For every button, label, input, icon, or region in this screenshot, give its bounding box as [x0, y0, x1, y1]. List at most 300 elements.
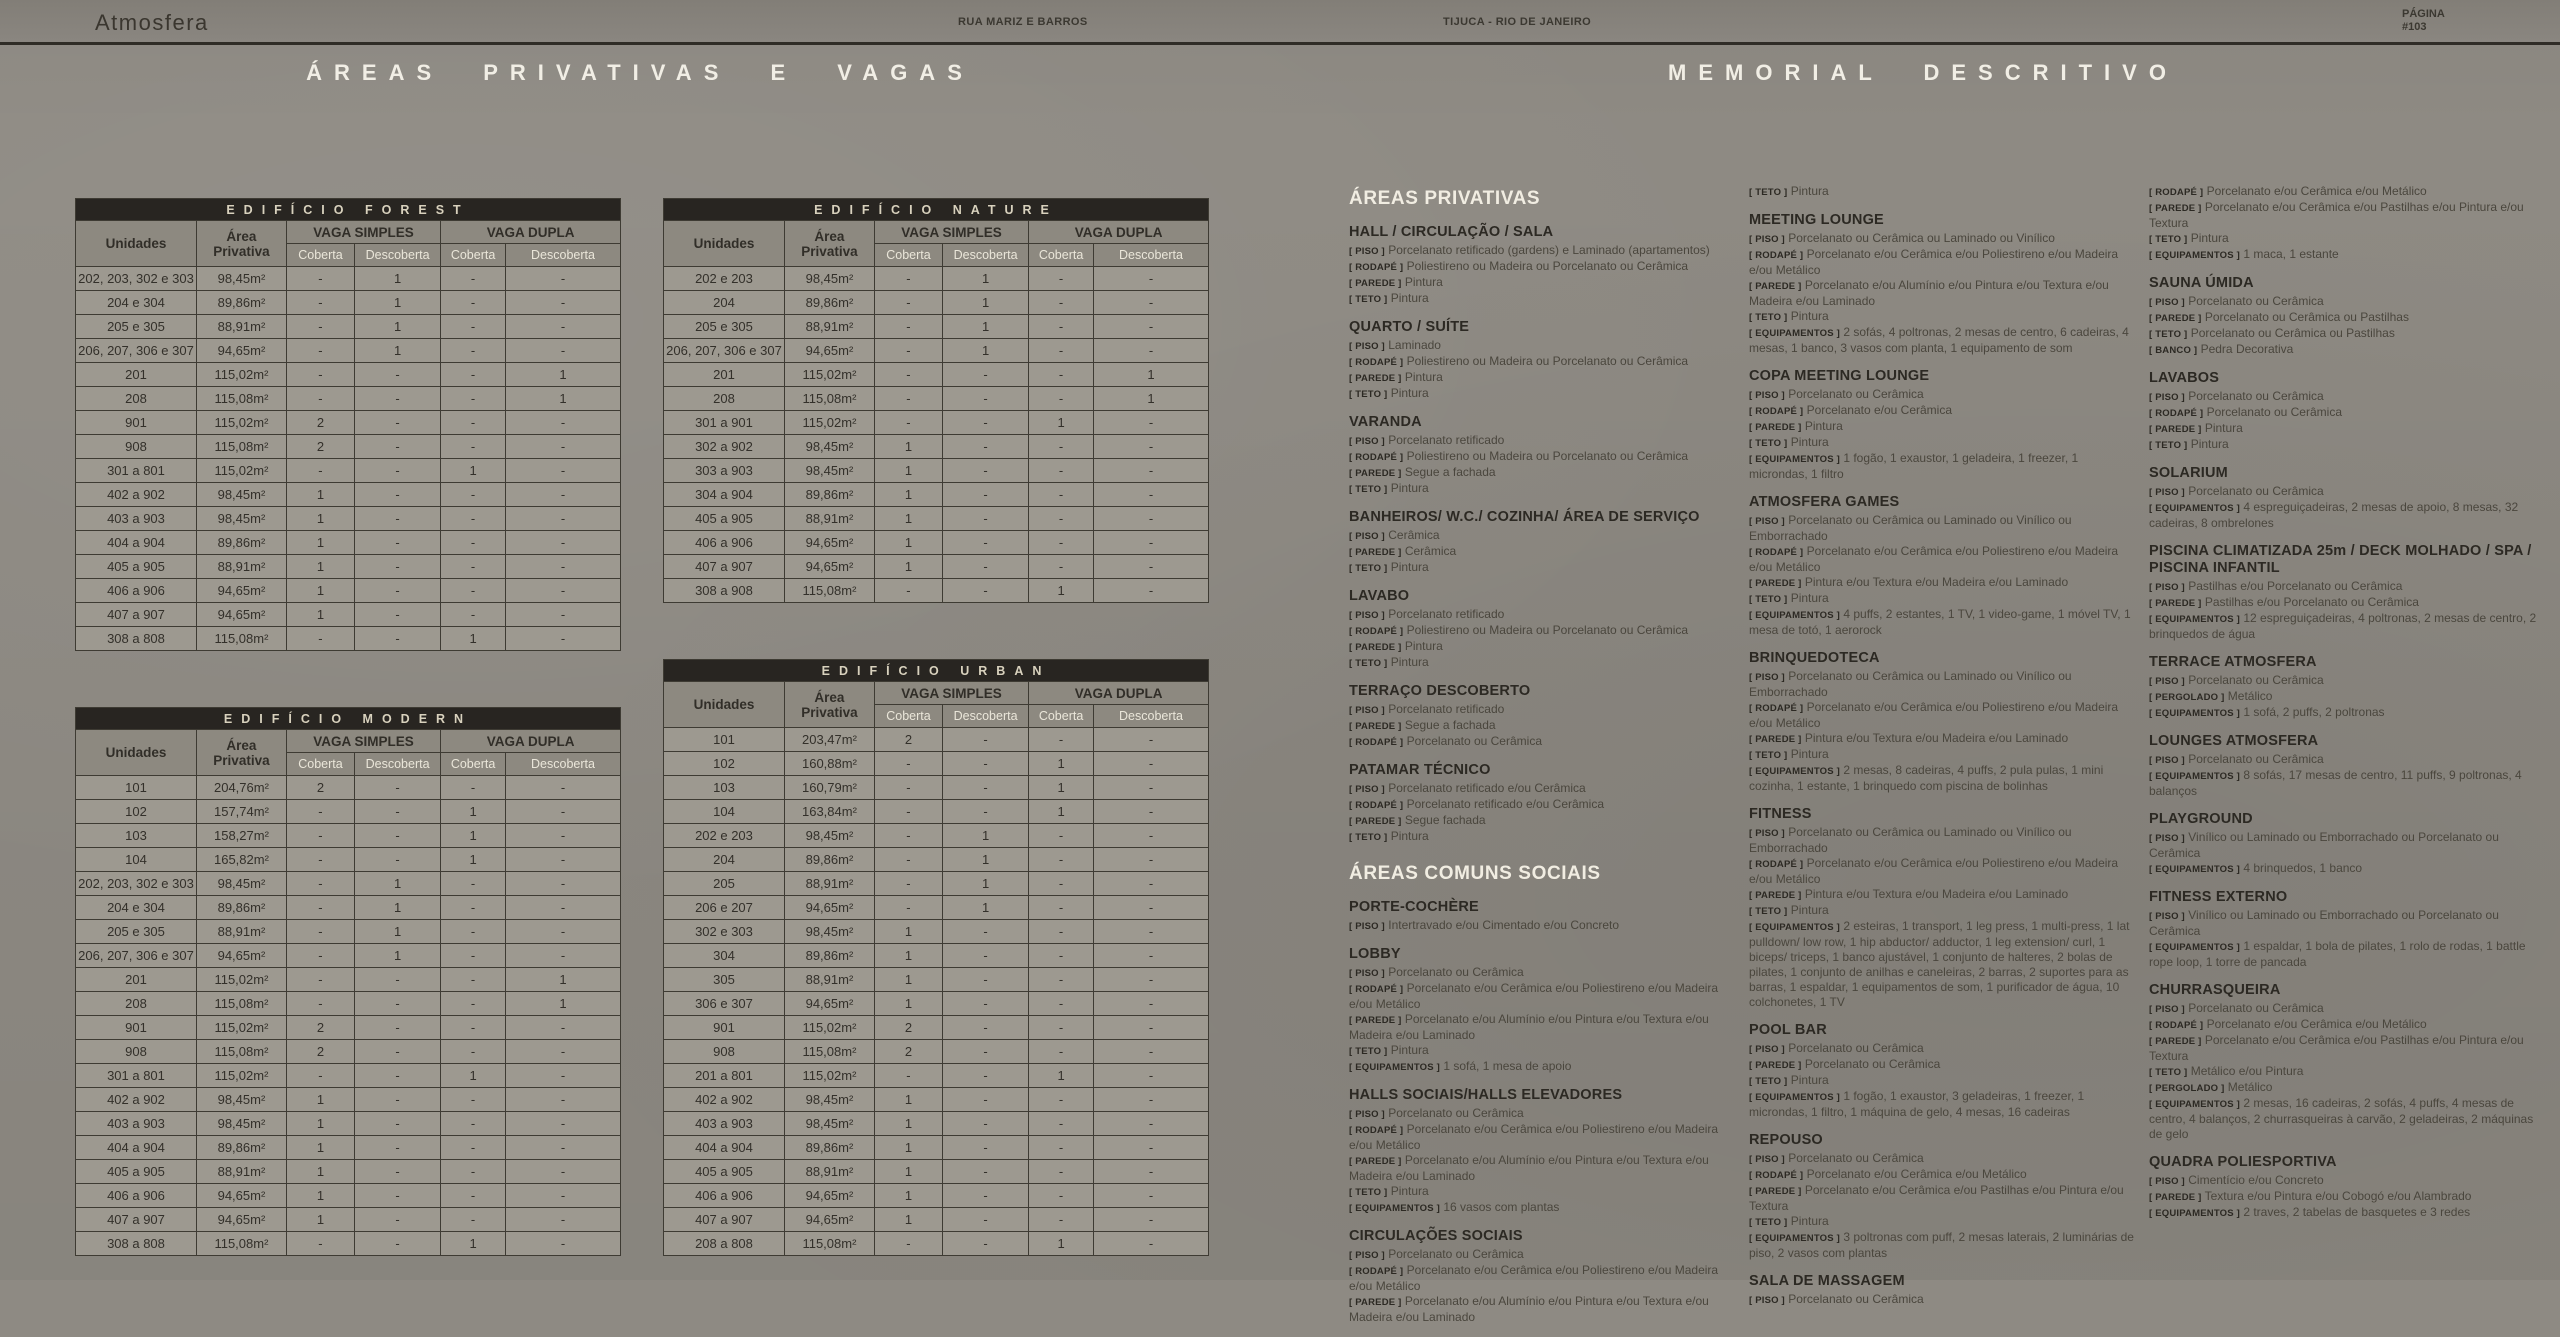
- table-cell: 1: [355, 315, 441, 339]
- col-header-vaga-dupla: VAGA DUPLA: [1029, 682, 1209, 705]
- table-cell: 115,02m²: [196, 459, 286, 483]
- table-cell: -: [943, 483, 1029, 507]
- spec-line: [ PISO ] Porcelanato ou Cerâmica ou Laminado ou Vinílico ou Emborrachado: [1749, 669, 2072, 699]
- spec-label: [ TETO ]: [1349, 832, 1388, 843]
- spec-label: [ PISO ]: [1749, 516, 1785, 527]
- table-cell: 1: [505, 363, 620, 387]
- memorial-item-title: LOUNGES ATMOSFERA: [2149, 733, 2319, 749]
- spec-label: [ EQUIPAMENTOS ]: [1749, 1233, 1840, 1244]
- spec-label: [ RODAPÉ ]: [1349, 737, 1404, 748]
- memorial-item: [1749, 650, 2138, 794]
- table-cell: -: [505, 315, 620, 339]
- memorial-item: [2149, 543, 2538, 642]
- table-cell: -: [505, 920, 620, 944]
- table-cell: 94,65m²: [196, 339, 286, 363]
- spec-label: [ TETO ]: [1349, 563, 1388, 574]
- table-cell: -: [505, 411, 620, 435]
- spec-line: [ PAREDE ] Segue a fachada: [1349, 465, 1496, 479]
- table-cell: -: [355, 363, 441, 387]
- spec-line: [ RODAPÉ ] Porcelanato e/ou Cerâmica e/ou Poliestireno e/ou Madeira e/ou Metálico: [1749, 544, 2119, 574]
- table-cell: -: [874, 824, 942, 848]
- spec-label: [ PISO ]: [2149, 582, 2185, 593]
- table-cell: -: [355, 459, 441, 483]
- table-cell: 1: [1029, 579, 1094, 603]
- table-cell: -: [943, 459, 1029, 483]
- spec-line: [ RODAPÉ ] Porcelanato e/ou Cerâmica e/ou Poliestireno e/ou Madeira e/ou Metálico: [1749, 700, 2119, 730]
- table-cell: 203,47m²: [784, 728, 874, 752]
- table-cell: 908: [76, 435, 197, 459]
- table-cell: 98,45m²: [784, 920, 874, 944]
- table-cell: -: [355, 579, 441, 603]
- spec-label: [ TETO ]: [1749, 187, 1788, 198]
- spec-line: [ PISO ] Porcelanato retificado (gardens) e Laminado (apartamentos): [1349, 243, 1710, 257]
- table-cell: 1: [943, 824, 1029, 848]
- spec-label: [ PAREDE ]: [1349, 1156, 1402, 1167]
- table-row: [76, 1160, 621, 1184]
- table-cell: 115,08m²: [196, 387, 286, 411]
- table-cell: 201: [76, 363, 197, 387]
- table-cell: -: [286, 315, 354, 339]
- table-cell: -: [505, 1160, 620, 1184]
- table-cell: 407 a 907: [76, 603, 197, 627]
- memorial-item-title: REPOUSO: [1749, 1132, 1823, 1148]
- spec-line: [ PISO ] Porcelanato retificado e/ou Cerâmica: [1349, 781, 1586, 795]
- table-row: [664, 1040, 1209, 1064]
- table-row: [76, 800, 621, 824]
- col-header-vaga-dupla: VAGA DUPLA: [441, 221, 621, 244]
- table-row: [664, 920, 1209, 944]
- table-cell: 208: [76, 387, 197, 411]
- memorial-item-title: MEETING LOUNGE: [1749, 212, 1884, 228]
- table-cell: -: [355, 800, 441, 824]
- spec-line: [ PAREDE ] Pintura: [1349, 275, 1443, 289]
- spec-line: [ TETO ] Pintura: [2149, 437, 2229, 451]
- table-cell: -: [355, 531, 441, 555]
- table-cell: -: [1093, 435, 1208, 459]
- spec-line: [ PISO ] Porcelanato ou Cerâmica ou Laminado ou Vinílico ou Emborrachado: [1749, 513, 2072, 543]
- spec-line: [ TETO ] Pintura: [1749, 747, 1829, 761]
- table-cell: 405 a 905: [76, 1160, 197, 1184]
- spec-label: [ PAREDE ]: [1749, 281, 1802, 292]
- table-cell: 89,86m²: [196, 896, 286, 920]
- building-table: [663, 198, 1209, 603]
- table-cell: -: [505, 944, 620, 968]
- memorial-item: [1749, 184, 2138, 200]
- table-row: [664, 968, 1209, 992]
- spec-label: [ TETO ]: [1349, 294, 1388, 305]
- spec-line: [ PERGOLADO ] Metálico: [2149, 1080, 2273, 1094]
- subcol-descoberta-dupla: Descoberta: [1093, 705, 1208, 728]
- page-title-memorial-descritivo: MEMORIAL DESCRITIVO: [1668, 60, 2178, 85]
- spec-label: [ PISO ]: [1349, 246, 1385, 257]
- table-cell: -: [1093, 1016, 1208, 1040]
- table-cell: 402 a 902: [76, 1088, 197, 1112]
- spec-label: [ PAREDE ]: [1349, 468, 1402, 479]
- spec-label: [ PISO ]: [2149, 487, 2185, 498]
- spec-label: [ PAREDE ]: [1349, 1297, 1402, 1308]
- spec-line: [ RODAPÉ ] Porcelanato e/ou Cerâmica e/ou Poliestireno e/ou Madeira e/ou Metálico: [1749, 247, 2119, 277]
- table-cell: -: [1093, 507, 1208, 531]
- table-cell: 1: [1029, 776, 1094, 800]
- col-header-area-privativa: Área Privativa: [196, 221, 286, 267]
- table-cell: 1: [286, 483, 354, 507]
- spec-label: [ PAREDE ]: [1349, 278, 1402, 289]
- table-cell: -: [1093, 267, 1208, 291]
- table-cell: 2: [286, 435, 354, 459]
- spec-line: [ RODAPÉ ] Porcelanato retificado e/ou Cerâmica: [1349, 797, 1605, 811]
- spec-label: [ PISO ]: [2149, 755, 2185, 766]
- table-cell: 94,65m²: [784, 531, 874, 555]
- spec-label: [ RODAPÉ ]: [1349, 452, 1404, 463]
- memorial-item-title: LAVABO: [1349, 588, 1410, 604]
- table-cell: -: [286, 267, 354, 291]
- table-cell: -: [355, 411, 441, 435]
- spec-line: [ EQUIPAMENTOS ] 8 sofás, 17 mesas de centro, 11 puffs, 9 poltronas, 4 balanços: [2149, 768, 2522, 798]
- table-cell: -: [441, 291, 506, 315]
- spec-line: [ TETO ] Pintura: [1349, 481, 1429, 495]
- spec-line: [ PAREDE ] Porcelanato ou Cerâmica: [1749, 1057, 1941, 1071]
- table-cell: 158,27m²: [196, 824, 286, 848]
- table-row: [664, 1136, 1209, 1160]
- table-row: [76, 1016, 621, 1040]
- building-table: [75, 198, 621, 651]
- spec-line: [ PISO ] Laminado: [1349, 338, 1441, 352]
- memorial-item: [1349, 414, 1738, 497]
- table-cell: -: [1093, 1184, 1208, 1208]
- table-cell: 89,86m²: [196, 531, 286, 555]
- table-cell: 1: [441, 824, 506, 848]
- table-cell: -: [286, 1064, 354, 1088]
- table-cell: 94,65m²: [784, 1184, 874, 1208]
- table-cell: 88,91m²: [784, 968, 874, 992]
- memorial-item-title: PORTE-COCHÈRE: [1349, 899, 1479, 915]
- table-cell: -: [441, 1160, 506, 1184]
- table-cell: -: [441, 555, 506, 579]
- spec-line: [ TETO ] Pintura: [1749, 435, 1829, 449]
- memorial-item: [1349, 1087, 1738, 1216]
- table-cell: -: [505, 1088, 620, 1112]
- spec-label: [ PAREDE ]: [2149, 598, 2202, 609]
- spec-line: [ PAREDE ] Pintura: [1749, 419, 1843, 433]
- table-row: [76, 1184, 621, 1208]
- table-row: [664, 459, 1209, 483]
- table-cell: 205 e 305: [76, 315, 197, 339]
- brand-logo: Atmosfera: [95, 10, 209, 35]
- table-cell: 908: [664, 1040, 785, 1064]
- table-cell: -: [441, 1184, 506, 1208]
- table-cell: -: [874, 291, 942, 315]
- spec-label: [ RODAPÉ ]: [1749, 406, 1804, 417]
- spec-label: [ RODAPÉ ]: [1749, 1170, 1804, 1181]
- spec-line: [ TETO ] Metálico e/ou Pintura: [2149, 1064, 2304, 1078]
- table-cell: -: [355, 1112, 441, 1136]
- table-cell: -: [286, 968, 354, 992]
- table-cell: 403 a 903: [664, 1112, 785, 1136]
- table-cell: 1: [1029, 1064, 1094, 1088]
- table-cell: -: [943, 531, 1029, 555]
- spec-label: [ TETO ]: [1749, 594, 1788, 605]
- table-cell: -: [874, 848, 942, 872]
- subcol-descoberta-simples: Descoberta: [943, 244, 1029, 267]
- table-row: [76, 267, 621, 291]
- spec-label: [ PAREDE ]: [1349, 547, 1402, 558]
- spec-label: [ EQUIPAMENTOS ]: [2149, 503, 2240, 514]
- memorial-item: [1749, 212, 2138, 356]
- table-cell: -: [286, 339, 354, 363]
- table-cell: 2: [286, 1040, 354, 1064]
- table-cell: 201: [664, 363, 785, 387]
- table-row: [664, 752, 1209, 776]
- table-cell: 1: [505, 387, 620, 411]
- table-cell: -: [505, 627, 620, 651]
- table-cell: 406 a 906: [664, 1184, 785, 1208]
- memorial-item: [2149, 1154, 2538, 1221]
- table-row: [664, 579, 1209, 603]
- table-cell: -: [441, 1112, 506, 1136]
- table-cell: 1: [874, 944, 942, 968]
- spec-label: [ PAREDE ]: [1749, 578, 1802, 589]
- spec-label: [ TETO ]: [1749, 1217, 1788, 1228]
- spec-line: [ RODAPÉ ] Porcelanato e/ou Cerâmica e/ou Poliestireno e/ou Madeira e/ou Metálico: [1349, 981, 1719, 1011]
- table-cell: 88,91m²: [784, 507, 874, 531]
- spec-label: [ PAREDE ]: [1749, 1186, 1802, 1197]
- table-cell: 115,02m²: [196, 363, 286, 387]
- spec-label: [ PERGOLADO ]: [2149, 1083, 2225, 1094]
- spec-label: [ PAREDE ]: [2149, 203, 2202, 214]
- memorial-item: [2149, 275, 2538, 358]
- table-row: [76, 944, 621, 968]
- table-cell: -: [1093, 992, 1208, 1016]
- page-title-areas-privativas: ÁREAS PRIVATIVAS E VAGAS: [306, 60, 974, 85]
- table-cell: 1: [441, 459, 506, 483]
- table-cell: 1: [1029, 752, 1094, 776]
- spec-line: [ EQUIPAMENTOS ] 2 traves, 2 tabelas de basquetes e 3 redes: [2149, 1205, 2471, 1219]
- page-number-block: [2402, 8, 2445, 34]
- table-cell: -: [355, 1136, 441, 1160]
- table-cell: 89,86m²: [196, 1136, 286, 1160]
- table-cell: -: [943, 579, 1029, 603]
- spec-line: [ TETO ] Pintura: [1749, 1214, 1829, 1228]
- table-cell: -: [1093, 1136, 1208, 1160]
- table-cell: -: [505, 483, 620, 507]
- table-row: [76, 992, 621, 1016]
- table-cell: 1: [441, 848, 506, 872]
- table-cell: -: [1029, 459, 1094, 483]
- table-cell: 1: [286, 555, 354, 579]
- subcol-descoberta-simples: Descoberta: [355, 244, 441, 267]
- spec-line: [ EQUIPAMENTOS ] 3 poltronas com puff, 2 mesas laterais, 2 luminárias de piso, 2 vasos com plantas: [1749, 1230, 2134, 1260]
- table-cell: 901: [664, 1016, 785, 1040]
- spec-line: [ PISO ] Porcelanato ou Cerâmica: [1749, 1151, 1924, 1165]
- table-cell: 407 a 907: [664, 1208, 785, 1232]
- spec-line: [ TETO ] Pintura: [1349, 560, 1429, 574]
- col-header-area-privativa: Área Privativa: [196, 730, 286, 776]
- table-cell: 1: [874, 1160, 942, 1184]
- table-cell: -: [1093, 752, 1208, 776]
- table-cell: 98,45m²: [784, 459, 874, 483]
- spec-label: [ RODAPÉ ]: [2149, 187, 2204, 198]
- table-cell: -: [355, 776, 441, 800]
- spec-label: [ RODAPÉ ]: [2149, 408, 2204, 419]
- table-cell: 98,45m²: [784, 267, 874, 291]
- memorial-item-title: HALL / CIRCULAÇÃO / SALA: [1349, 224, 1554, 240]
- table-row: [76, 603, 621, 627]
- table-cell: -: [1029, 944, 1094, 968]
- spec-line: [ RODAPÉ ] Porcelanato e/ou Cerâmica e/ou Metálico: [2149, 184, 2427, 198]
- spec-label: [ PAREDE ]: [2149, 424, 2202, 435]
- table-cell: 1: [1029, 411, 1094, 435]
- table-cell: 102: [76, 800, 197, 824]
- memorial-item-title: PLAYGROUND: [2149, 811, 2253, 827]
- table-cell: -: [874, 315, 942, 339]
- table-cell: 1: [286, 1112, 354, 1136]
- table-cell: 165,82m²: [196, 848, 286, 872]
- table-cell: -: [1093, 872, 1208, 896]
- spec-label: [ PISO ]: [2149, 833, 2185, 844]
- table-cell: -: [943, 968, 1029, 992]
- table-cell: 89,86m²: [784, 1136, 874, 1160]
- table-cell: 1: [286, 1184, 354, 1208]
- subcol-coberta-simples: Coberta: [286, 753, 354, 776]
- memorial-item-title: PISCINA CLIMATIZADA 25m / DECK MOLHADO / SPA / PISCINA INFANTIL: [2149, 543, 2532, 576]
- memorial-item-title: SAUNA ÚMIDA: [2149, 275, 2254, 291]
- spec-line: [ PAREDE ] Pintura: [1349, 370, 1443, 384]
- table-cell: -: [874, 1232, 942, 1256]
- table-cell: -: [441, 267, 506, 291]
- spec-label: [ PAREDE ]: [1349, 816, 1402, 827]
- spec-label: [ PAREDE ]: [1349, 642, 1402, 653]
- table-cell: -: [286, 387, 354, 411]
- spec-line: [ EQUIPAMENTOS ] 1 sofá, 1 mesa de apoio: [1349, 1059, 1572, 1073]
- spec-line: [ PISO ] Cimentício e/ou Concreto: [2149, 1173, 2324, 1187]
- table-cell: 405 a 905: [664, 507, 785, 531]
- table-cell: -: [1029, 291, 1094, 315]
- table-cell: 1: [874, 483, 942, 507]
- spec-label: [ TETO ]: [1349, 658, 1388, 669]
- spec-label: [ RODAPÉ ]: [1349, 626, 1404, 637]
- memorial-item: [1349, 899, 1738, 934]
- spec-label: [ RODAPÉ ]: [1349, 357, 1404, 368]
- table-cell: 98,45m²: [196, 483, 286, 507]
- page-number: #103: [2402, 21, 2427, 33]
- table-title: EDIFÍCIO MODERN: [76, 708, 621, 730]
- table-cell: 1: [943, 315, 1029, 339]
- table-cell: 94,65m²: [784, 555, 874, 579]
- table-row: [664, 1184, 1209, 1208]
- spec-line: [ PISO ] Porcelanato ou Cerâmica: [2149, 673, 2324, 687]
- table-cell: -: [441, 1040, 506, 1064]
- table-cell: 1: [286, 1208, 354, 1232]
- spec-label: [ PISO ]: [2149, 676, 2185, 687]
- table-cell: 406 a 906: [76, 1184, 197, 1208]
- table-cell: 1: [286, 1160, 354, 1184]
- table-cell: -: [505, 267, 620, 291]
- spec-line: [ PAREDE ] Textura e/ou Pintura e/ou Cobogó e/ou Alambrado: [2149, 1189, 2472, 1203]
- table-cell: 115,08m²: [196, 992, 286, 1016]
- table-cell: 1: [874, 1184, 942, 1208]
- table-row: [664, 1112, 1209, 1136]
- memorial-item-title: COPA MEETING LOUNGE: [1749, 368, 1930, 384]
- table-cell: -: [355, 824, 441, 848]
- spec-line: [ EQUIPAMENTOS ] 1 maca, 1 estante: [2149, 247, 2339, 261]
- table-cell: 301 a 901: [664, 411, 785, 435]
- table-cell: -: [505, 1040, 620, 1064]
- memorial-item: [1749, 1273, 2138, 1308]
- table-cell: 206, 207, 306 e 307: [76, 339, 197, 363]
- table-cell: -: [355, 968, 441, 992]
- spec-line: [ TETO ] Pintura: [1349, 1184, 1429, 1198]
- table-row: [664, 896, 1209, 920]
- table-row: [664, 1208, 1209, 1232]
- spec-line: [ RODAPÉ ] Porcelanato e/ou Cerâmica e/ou Poliestireno e/ou Madeira e/ou Metálico: [1349, 1263, 1719, 1293]
- table-cell: -: [505, 1232, 620, 1256]
- spec-label: [ PISO ]: [1749, 1044, 1785, 1055]
- table-cell: 1: [943, 267, 1029, 291]
- table-cell: -: [505, 507, 620, 531]
- table-cell: 157,74m²: [196, 800, 286, 824]
- table-cell: -: [874, 387, 942, 411]
- table-cell: -: [1093, 1064, 1208, 1088]
- table-cell: 88,91m²: [196, 315, 286, 339]
- table-cell: 115,08m²: [196, 1040, 286, 1064]
- table-cell: 305: [664, 968, 785, 992]
- table-cell: 204: [664, 291, 785, 315]
- table-cell: -: [1029, 339, 1094, 363]
- spec-line: [ PAREDE ] Cerâmica: [1349, 544, 1457, 558]
- spec-line: [ TETO ] Pintura: [1749, 903, 1829, 917]
- page-header: [0, 0, 2560, 45]
- spec-line: [ PAREDE ] Pintura e/ou Textura e/ou Madeira e/ou Laminado: [1749, 731, 2069, 745]
- table-cell: 115,02m²: [784, 363, 874, 387]
- col-header-unidades: Unidades: [76, 221, 197, 267]
- table-cell: -: [1029, 363, 1094, 387]
- table-cell: -: [943, 1088, 1029, 1112]
- col-header-vaga-dupla: VAGA DUPLA: [1029, 221, 1209, 244]
- table-cell: -: [1093, 579, 1208, 603]
- memorial-column-1: [1349, 184, 1738, 1337]
- table-cell: 1: [1029, 800, 1094, 824]
- table-cell: 402 a 902: [76, 483, 197, 507]
- spec-line: [ PISO ] Porcelanato ou Cerâmica: [1749, 387, 1924, 401]
- table-cell: 94,65m²: [196, 603, 286, 627]
- col-header-vaga-dupla: VAGA DUPLA: [441, 730, 621, 753]
- spec-label: [ PISO ]: [1349, 705, 1385, 716]
- memorial-column-3: [2149, 184, 2538, 1337]
- spec-line: [ RODAPÉ ] Porcelanato e/ou Cerâmica e/ou Metálico: [2149, 1017, 2427, 1031]
- spec-line: [ PAREDE ] Pintura e/ou Textura e/ou Madeira e/ou Laminado: [1749, 575, 2069, 589]
- spec-line: [ PISO ] Porcelanato ou Cerâmica: [1349, 1247, 1524, 1261]
- table-cell: 206, 207, 306 e 307: [76, 944, 197, 968]
- col-header-vaga-simples: VAGA SIMPLES: [286, 730, 440, 753]
- table-cell: 1: [441, 800, 506, 824]
- table-cell: -: [505, 555, 620, 579]
- memorial-item-title: FITNESS: [1749, 806, 1812, 822]
- spec-label: [ EQUIPAMENTOS ]: [2149, 1208, 2240, 1219]
- table-cell: -: [286, 824, 354, 848]
- subcol-coberta-dupla: Coberta: [441, 244, 506, 267]
- table-cell: -: [943, 1184, 1029, 1208]
- table-cell: -: [441, 435, 506, 459]
- spec-label: [ RODAPÉ ]: [1349, 1266, 1404, 1277]
- table-row: [76, 411, 621, 435]
- header-neighborhood: TIJUCA - RIO DE JANEIRO: [1443, 16, 1592, 28]
- table-cell: -: [355, 1208, 441, 1232]
- spec-line: [ PERGOLADO ] Metálico: [2149, 689, 2273, 703]
- table-cell: 1: [355, 944, 441, 968]
- table-cell: -: [286, 363, 354, 387]
- table-row: [664, 1088, 1209, 1112]
- spec-line: [ PISO ] Porcelanato retificado: [1349, 607, 1505, 621]
